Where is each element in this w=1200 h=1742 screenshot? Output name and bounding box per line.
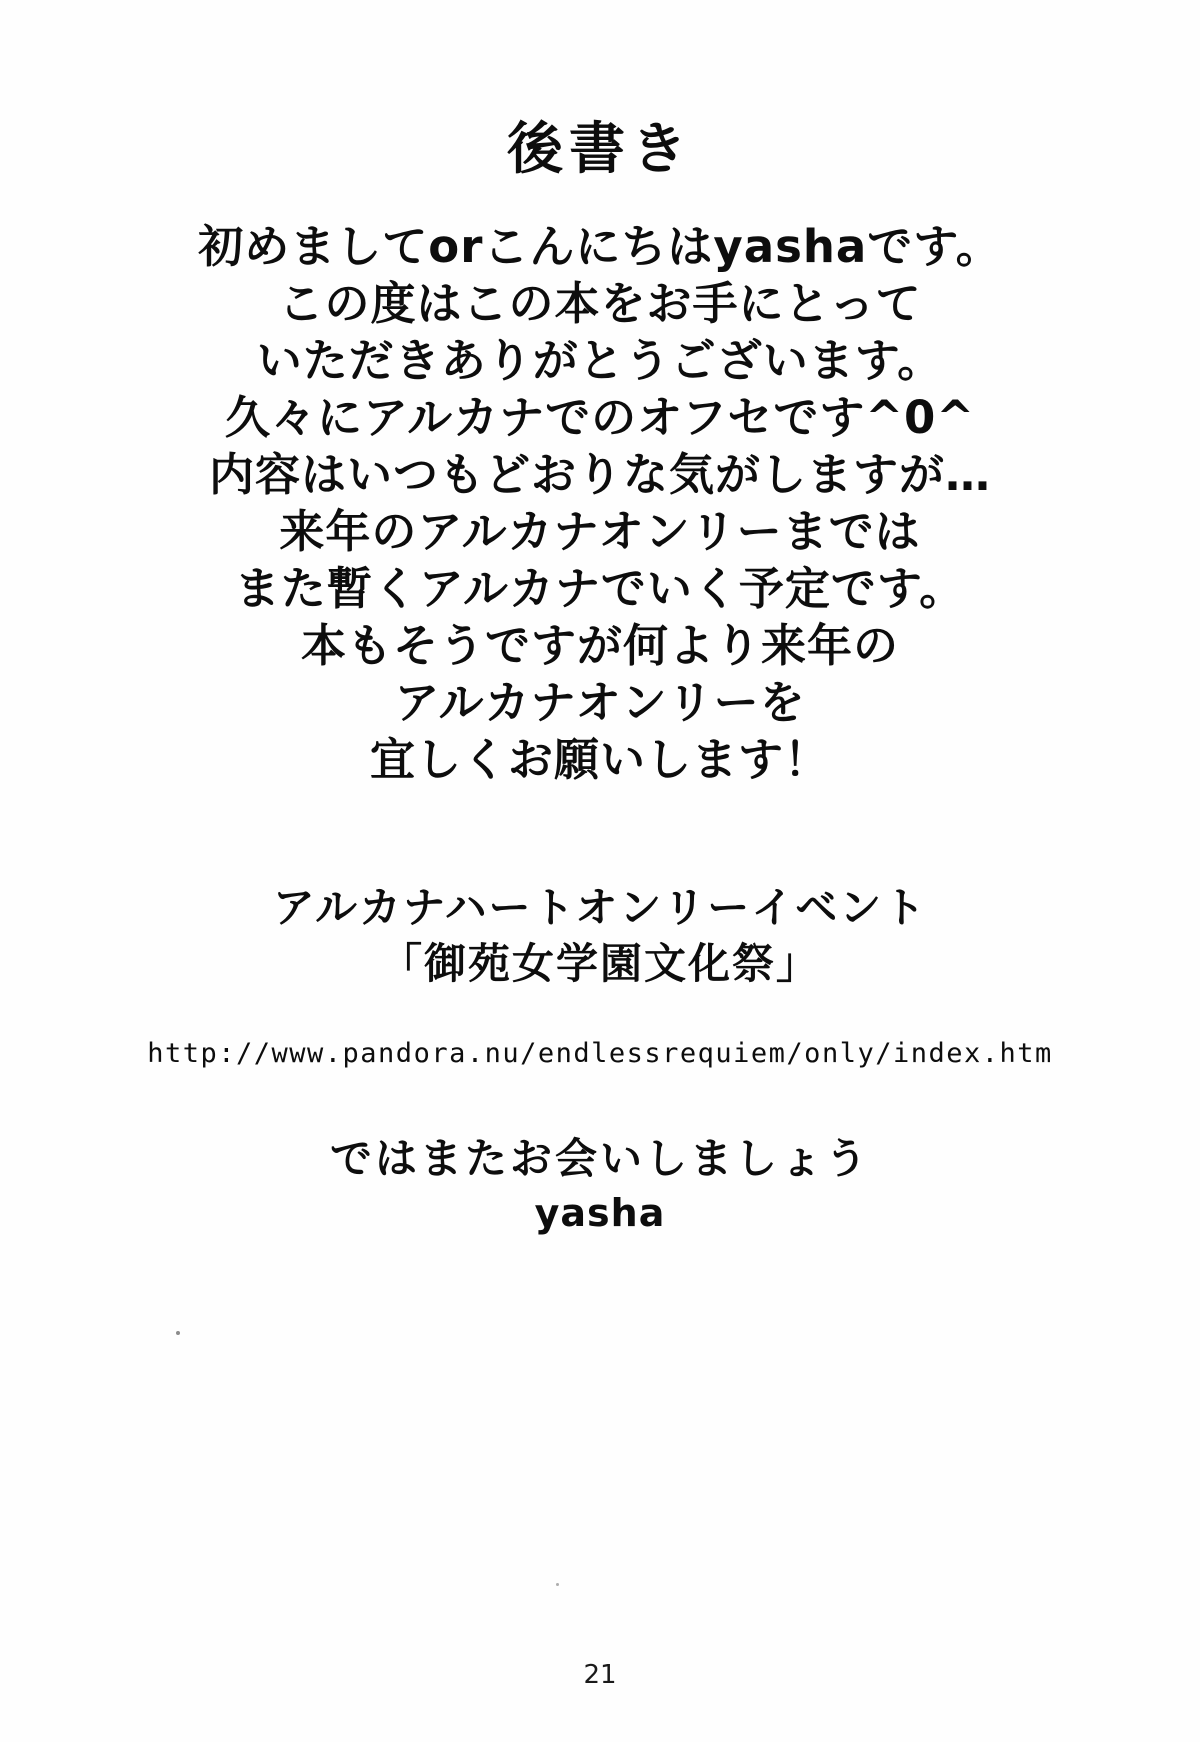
signoff-message: ではまたお会いしましょう xyxy=(329,1134,870,1183)
event-announcement xyxy=(0,880,1200,992)
paper-speck xyxy=(556,1583,559,1586)
body-line: 内容はいつもどおりな気がしますが… xyxy=(208,448,991,501)
event-url[interactable]: http://www.pandora.nu/endlessrequiem/only/index.htm xyxy=(147,1038,1053,1069)
event-title-line: 「御苑女学園文化祭」 xyxy=(379,939,820,988)
signoff xyxy=(0,1130,1200,1238)
body-line: この度はこの本をお手にとって xyxy=(278,277,922,330)
afterword-body xyxy=(0,218,1200,788)
page-title: 後書き xyxy=(507,117,693,182)
body-line: 来年のアルカナオンリーまでは xyxy=(279,505,921,558)
body-line: また暫くアルカナでいく予定です。 xyxy=(234,562,966,615)
page-number: 21 xyxy=(583,1660,617,1690)
body-line: 宜しくお願いします！ xyxy=(369,733,830,786)
body-line: 初めましてorこんにちはyashaです。 xyxy=(198,220,1002,273)
author-name: yasha xyxy=(534,1191,666,1235)
paper-speck xyxy=(176,1331,180,1335)
body-line: アルカナオンリーを xyxy=(394,676,806,729)
body-line: 本もそうですが何より来年の xyxy=(300,619,899,672)
event-name-line: アルカナハートオンリーイベント xyxy=(272,883,928,932)
body-line: 久々にアルカナでのオフセです^0^ xyxy=(224,391,976,444)
body-line: いただきありがとうございます。 xyxy=(256,334,944,387)
